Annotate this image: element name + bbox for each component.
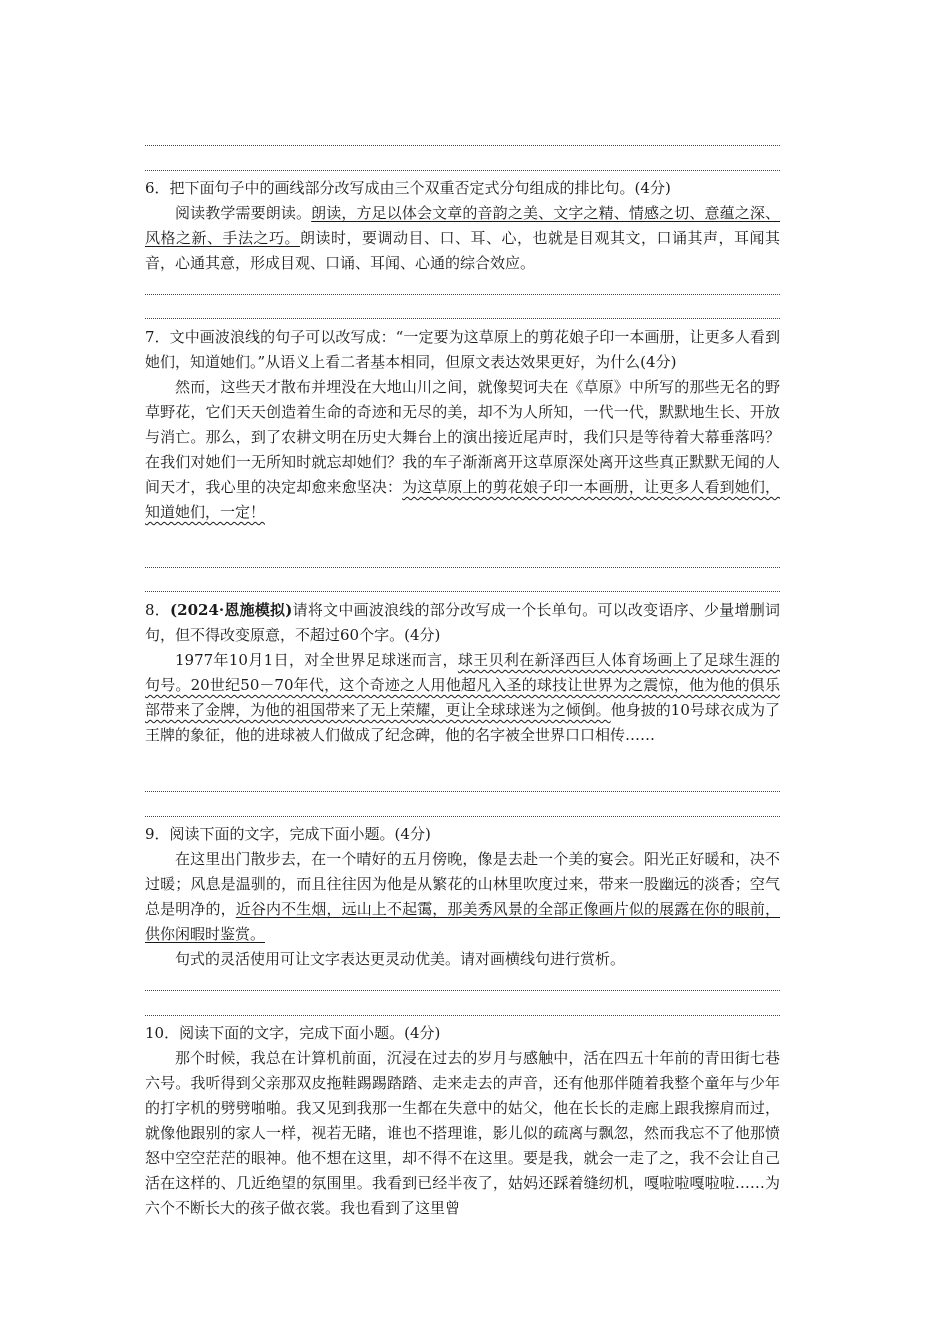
question-8-passage <box>145 648 780 748</box>
question-9-passage <box>145 847 780 947</box>
question-10-title: 10．阅读下面的文字，完成下面小题。(4分) <box>145 1024 441 1042</box>
passage-text: 然而，这些天才散布并埋没在大地山川之间，就像契诃夫在《草原》中所写的那些无名的野草野花，它们天天创造着生命的奇迹和无尽的美，却不为人所知，一代一代，默默地生长、开放与消亡。那么，到了农耕文明在历史大舞台上的演出接近尾声时，我们只是等待着大幕垂落吗？在我们对她们一无所知时就忘却她们？我的车子渐渐离开这草原深处离开这些真正默默无闻的人间天才，我心里的决定却愈来愈坚决： <box>145 378 780 496</box>
question-6 <box>145 176 780 276</box>
question-10-passage: 那个时候，我总在计算机前面，沉浸在过去的岁月与感触中，活在四五十年前的青田街七巷六号。我听得到父亲那双皮拖鞋踢踢踏踏、走来走去的声音，还有他那伴随着我整个童年与少年的打字机的劈劈啪啪。我又见到我那一生都在失意中的姑父，他在长长的走廊上跟我擦肩而过，就像他跟别的家人一样，视若无睹，谁也不搭理谁，影儿似的疏离与飘忽，然而我忘不了他那愤怒中空空茫茫的眼神。他不想在这里，却不得不在这里。要是我，就会一走了之，我不会让自己活在这样的、几近绝望的氛围里。我看到已经半夜了，姑妈还踩着缝纫机，嘎啦啦嘎啦啦……为六个不断长大的孩子做衣裳。我也看到了这里曾 <box>145 1049 780 1217</box>
passage-text: 阅读教学需要朗读。 <box>175 204 312 222</box>
underlined-text: 近谷内不生烟，远山上不起霭，那美秀风景的全部正像画片似的展露在你的眼前，供你闲暇时鉴赏。 <box>145 900 780 943</box>
answer-line <box>145 1015 780 1016</box>
question-9-prompt: 句式的灵活使用可让文字表达更灵动优美。请对画横线句进行赏析。 <box>175 950 626 968</box>
question-9-title: 9．阅读下面的文字，完成下面小题。(4分) <box>145 825 431 843</box>
question-6-title: 6．把下面句子中的画线部分改写成由三个双重否定式分句组成的排比句。(4分) <box>145 179 671 197</box>
question-6-passage <box>145 201 780 276</box>
passage-text: 朗读时，要调动目、口、耳、心，也就是目观其文，口诵其声，耳闻其音，心通其意，形成目观、口诵、耳闻、心通的综合效应。 <box>145 229 780 272</box>
answer-line <box>145 990 780 991</box>
passage-text: 1977年10月1日，对全世界足球迷而言， <box>175 651 458 669</box>
passage-text: 他身披的10号球衣成为了王牌的象征，他的进球被人们做成了纪念碑，他的名字被全世界口口相传…… <box>145 701 780 744</box>
wavy-underlined-text: 为这草原上的剪花娘子印一本画册，让更多人看到她们，知道她们，一定！ <box>145 478 780 521</box>
question-8-title: 8．(2024·恩施模拟)请将文中画波浪线的部分改写成一个长单句。可以改变语序、少量增删词句，但不得改变原意，不超过60个字。(4分) <box>145 601 780 644</box>
answer-line <box>145 145 780 146</box>
question-7-title: 7．文中画波浪线的句子可以改写成：“一定要为这草原上的剪花娘子印一本画册，让更多人看到她们，知道她们。”从语义上看二者基本相同，但原文表达效果更好，为什么(4分) <box>145 328 780 371</box>
underlined-text: 朗读，方足以体会文章的音韵之美、文字之精、情感之切、意蕴之深、风格之新、手法之巧。 <box>145 204 780 247</box>
wavy-underlined-text: 球王贝利在新泽西巨人体育场画上了足球生涯的句号。20世纪50－70年代，这个奇迹之人用他超凡入圣的球技让世界为之震惊，他为他的俱乐部带来了金牌，为他的祖国带来了无上荣耀，更让全球球迷为之倾倒。 <box>145 651 780 719</box>
question-10 <box>145 1021 780 1221</box>
answer-line <box>145 294 780 295</box>
answer-line <box>145 170 780 171</box>
question-source: (2024·恩施模拟) <box>170 601 293 619</box>
answer-line <box>145 318 780 319</box>
question-7 <box>145 325 780 525</box>
answer-line <box>145 567 780 568</box>
answer-line <box>145 591 780 592</box>
question-8 <box>145 598 780 748</box>
passage-text: 在这里出门散步去，在一个晴好的五月傍晚，像是去赴一个美的宴会。阳光正好暖和，决不过暖；风息是温驯的，而且往往因为他是从繁花的山林里吹度过来，带来一股幽远的淡香；空气总是明净的， <box>145 850 780 918</box>
answer-line <box>145 791 780 792</box>
question-7-passage <box>145 375 780 525</box>
question-9 <box>145 822 780 972</box>
answer-line <box>145 816 780 817</box>
